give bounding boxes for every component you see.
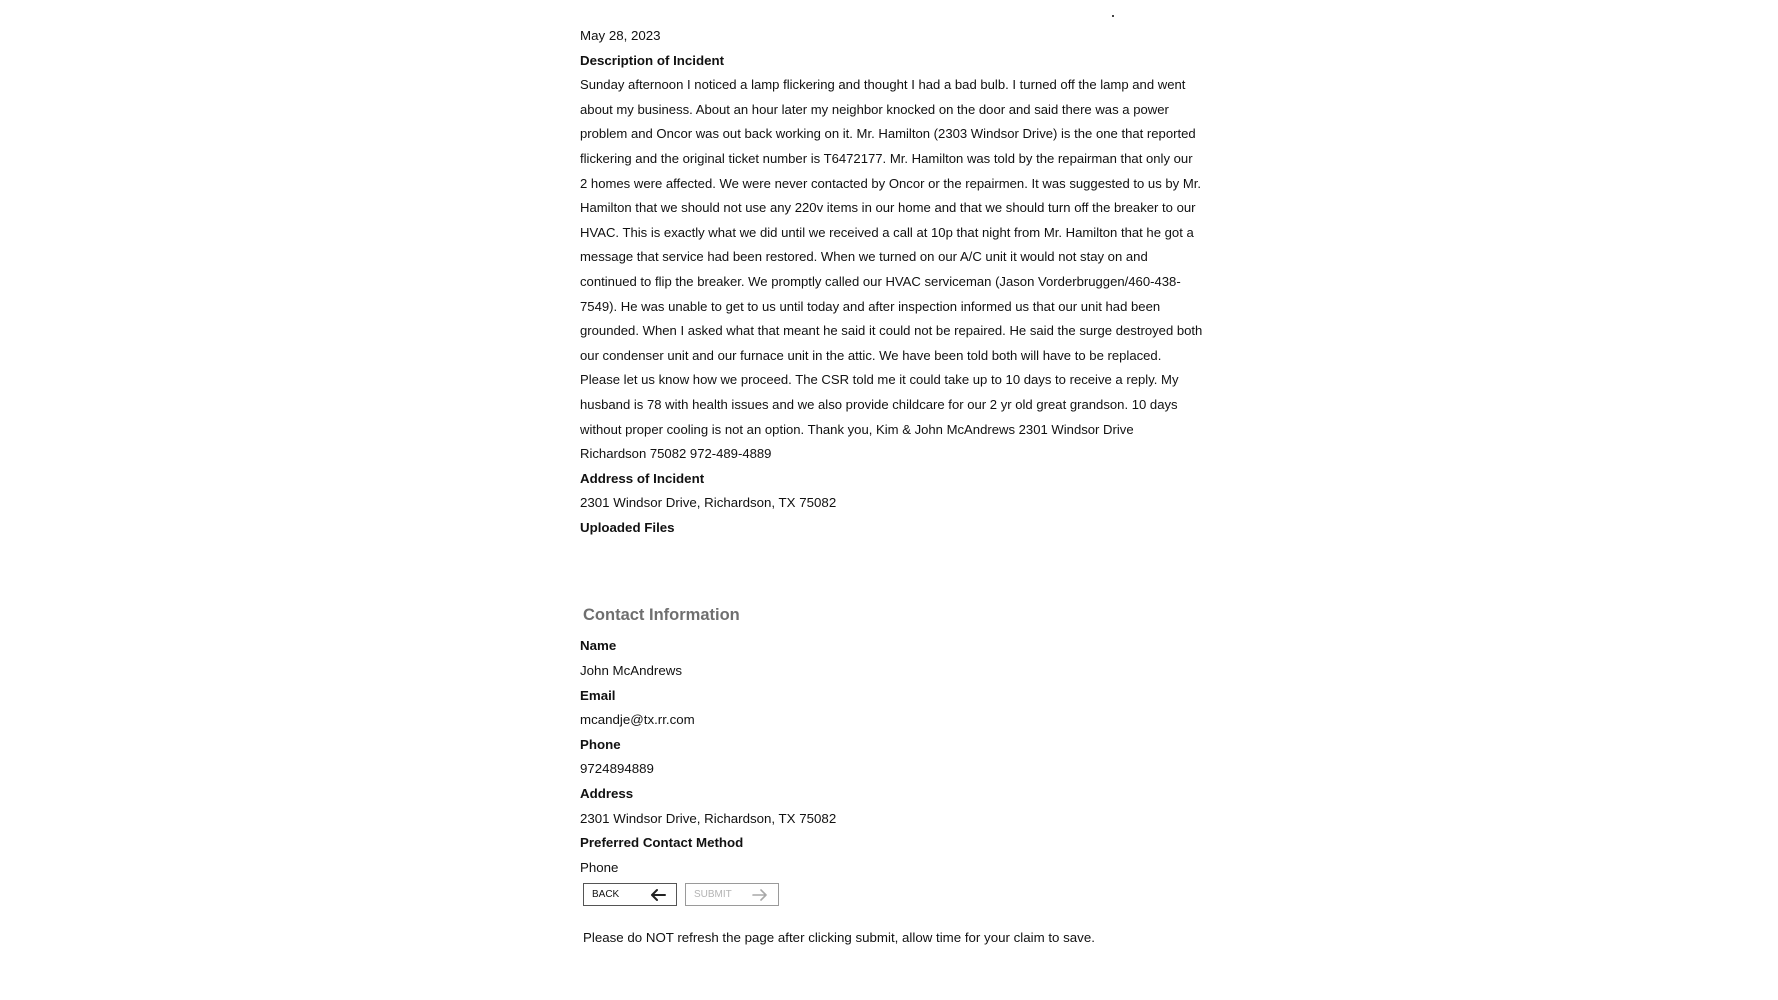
description-line: 2 homes were affected. We were never contacted by Oncor or the repairmen. It was suggested to us by Mr.: [580, 175, 1202, 191]
contact-section-title: Contact Information: [583, 606, 740, 625]
phone-label: Phone: [580, 736, 621, 752]
name-value: John McAndrews: [580, 663, 682, 679]
description-line: problem and Oncor was out back working on it. Mr. Hamilton (2303 Windsor Drive) is the one that reported: [580, 126, 1196, 142]
address-value: 2301 Windsor Drive, Richardson, TX 75082: [580, 810, 837, 826]
uploaded-files-label: Uploaded Files: [580, 519, 675, 535]
description-line: our condenser unit and our furnace unit in the attic. We have been told both will have to be replaced.: [580, 347, 1162, 363]
email-label: Email: [580, 687, 616, 703]
description-line: about my business. About an hour later my neighbor knocked on the door and said there was a power: [580, 101, 1169, 117]
description-line: Sunday afternoon I noticed a lamp flickering and thought I had a bad bulb. I turned off the lamp and went: [580, 77, 1186, 93]
submit-button-label: SUBMIT: [694, 889, 732, 901]
description-line: without proper cooling is not an option. Thank you, Kim & John McAndrews 2301 Windsor Drive: [580, 421, 1134, 437]
email-value: mcandje@tx.rr.com: [580, 712, 695, 728]
preferred-contact-label: Preferred Contact Method: [580, 835, 744, 851]
incident-address-value: 2301 Windsor Drive, Richardson, TX 75082: [580, 495, 837, 511]
back-button[interactable]: [583, 883, 677, 906]
description-line: Please let us know how we proceed. The CSR told me it could take up to 10 days to receive a reply. My: [580, 372, 1179, 388]
contact-section: [580, 598, 1240, 880]
back-button-label: BACK: [592, 889, 620, 901]
refresh-warning: Please do NOT refresh the page after clicking submit, allow time for your claim to save.: [583, 930, 1095, 946]
description-line: 7549). He was unable to get to us until today and after inspection informed us that our unit had been: [580, 298, 1161, 314]
name-label: Name: [580, 638, 617, 654]
phone-value: 9724894889: [580, 761, 654, 777]
form-actions: [583, 883, 1240, 906]
preferred-contact-value: Phone: [580, 859, 619, 875]
description-text: [580, 73, 1240, 467]
submit-button[interactable]: [685, 883, 779, 906]
description-line: grounded. When I asked what that meant he said it could not be repaired. He said the surge destroyed both: [580, 323, 1203, 339]
description-line: continued to flip the breaker. We promptly called our HVAC serviceman (Jason Vorderbruggen/460-438-: [580, 273, 1181, 289]
scan-speck: [1112, 15, 1114, 17]
address-label: Address: [580, 786, 634, 802]
arrow-left-icon: [649, 888, 667, 902]
description-line: message that service had been restored. When we turned on our A/C unit it would not stay on and: [580, 249, 1148, 265]
incident-address-label: Address of Incident: [580, 470, 705, 486]
description-line: HVAC. This is exactly what we did until we received a call at 10p that night from Mr. Hamilton that he got a: [580, 224, 1194, 240]
description-line: flickering and the original ticket number is T6472177. Mr. Hamilton was told by the repairman that only our: [580, 150, 1193, 166]
description-line: Richardson 75082 972-489-4889: [580, 446, 772, 462]
description-label: Description of Incident: [580, 52, 725, 68]
arrow-right-icon: [751, 888, 769, 902]
uploaded-files-area: [580, 540, 1240, 598]
description-line: husband is 78 with health issues and we also provide childcare for our 2 yr old great grandson. 10 days: [580, 396, 1178, 412]
description-line: Hamilton that we should not use any 220v items in our home and that we should turn off the breaker to our: [580, 200, 1196, 216]
incident-date: May 28, 2023: [580, 28, 661, 43]
claim-review-page: [580, 24, 1240, 945]
